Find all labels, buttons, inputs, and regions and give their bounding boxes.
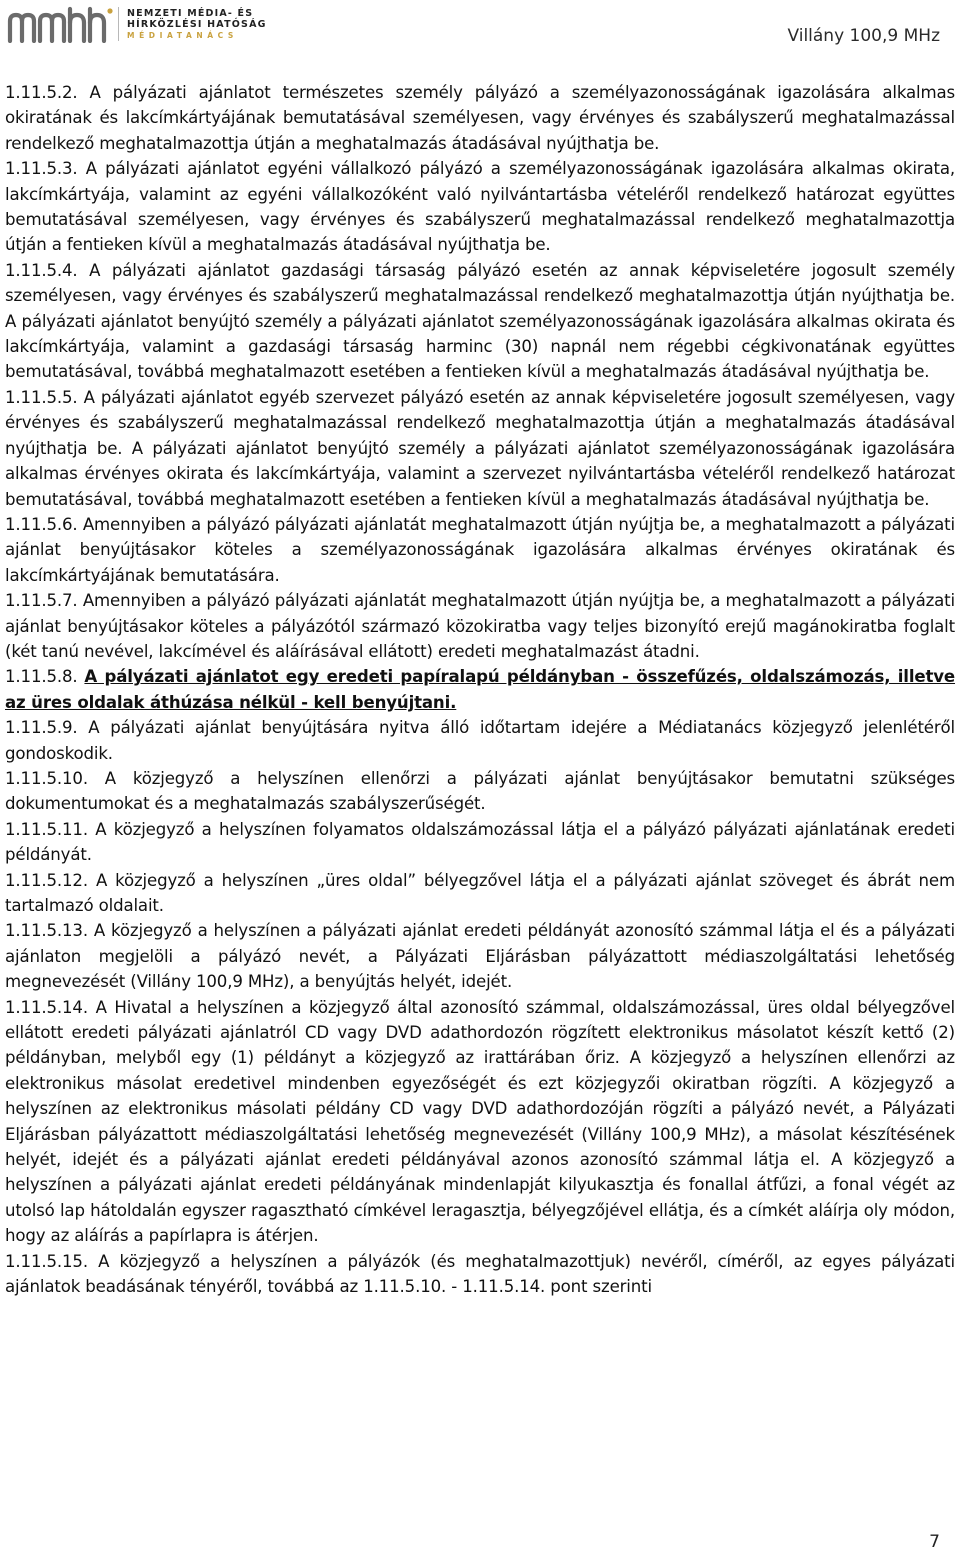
paragraph-text: A közjegyző a helyszínen folyamatos oldalszámozással látja el a pályázó pályázati ajánlatának eredeti példányát.: [5, 819, 955, 865]
paragraph-1-11-5-5: [5, 385, 955, 512]
page-header: [0, 0, 960, 50]
paragraph-1-11-5-9: [5, 715, 955, 766]
paragraph-text: Amennyiben a pályázó pályázati ajánlatát meghatalmazott útján nyújtja be, a meghatalmazott a pályázati ajánlat benyújtásakor köteles a személyazonosságának igazolására alkalmas érvényes okiratának és lakcímkártyájának bemutatására.: [5, 514, 956, 585]
document-body: [5, 80, 955, 1300]
paragraph-text: A pályázati ajánlatot egyéni vállalkozó pályázó a személyazonosságának igazolására alkalmas okirata, lakcímkártyája, valamint az egyéni vállalkozóként való nyilvántartásba vételéről rendelkező határozat együttes bemutatásával személyesen, vagy érvényes és szabályszerű meghatalmazással rendelkező meghatalmazottja útján a fentieken kívül a meghatalmazás átadásával nyújthatja be.: [5, 159, 955, 255]
paragraph-number: 1.11.5.6.: [5, 514, 78, 534]
paragraph-number: 1.11.5.14.: [5, 997, 88, 1017]
paragraph-1-11-5-15: [5, 1249, 955, 1300]
paragraph-number: 1.11.5.2.: [5, 83, 78, 102]
paragraph-1-11-5-7: [5, 588, 955, 664]
paragraph-number: 1.11.5.7.: [5, 591, 78, 611]
paragraph-text: A pályázati ajánlatot természetes személy pályázó a személyazonosságának igazolására alkalmas okiratának és lakcímkártyájának bemutatásával személyesen, vagy érvényes és szabályszerű meghatalmazással rendelkező meghatalmazottja útján a meghatalmazás átadásával nyújthatja be.: [5, 83, 955, 153]
paragraph-number: 1.11.5.11.: [5, 819, 88, 839]
paragraph-text: A pályázati ajánlat benyújtására nyitva álló időtartam idejére a Médiatanács közjegyző jelenlétéről gondoskodik.: [5, 718, 955, 763]
paragraph-number: 1.11.5.13.: [5, 921, 88, 941]
paragraph-number: 1.11.5.5.: [5, 387, 78, 407]
paragraph-1-11-5-12: [5, 868, 955, 919]
paragraph-number: 1.11.5.15.: [5, 1251, 88, 1271]
paragraph-text: A közjegyző a helyszínen a pályázati ajánlat eredeti példányát azonosító számmal látja el és a pályázati ajánlaton megjelöli a pályázó nevét, a Pályázati Eljárásban pályázattott médiaszolgáltatási lehetőség megnevezését (Villány 100,9 MHz), a benyújtás helyét, idejét.: [5, 921, 955, 992]
header-frequency: Villány 100,9 MHz: [787, 26, 940, 46]
paragraph-1-11-5-13: [5, 918, 955, 994]
paragraph-number: 1.11.5.4.: [5, 260, 78, 280]
paragraph-text: Amennyiben a pályázó pályázati ajánlatát meghatalmazott útján nyújtja be, a meghatalmazott a pályázati ajánlat benyújtásakor köteles a pályázótól származó közokiratba vagy teljes bizonyító erejű magánokiratba foglalt (két tanú nevével, lakcímével és aláírásával ellátott) eredeti meghatalmazást átadni.: [5, 591, 956, 661]
logo-text-line-2: HÍRKÖZLÉSI HATÓSÁG: [127, 18, 267, 30]
paragraph-number: 1.11.5.10.: [5, 768, 88, 788]
paragraph-text: A pályázati ajánlatot egyéb szervezet pályázó esetén az annak képviseletére jogosult személyesen, vagy érvényes és szabályszerű meghatalmazással rendelkező meghatalmazottja útján a meghatalmazás átadásával nyújthatja be. A pályázati ajánlatot benyújtó személy a pályázati ajánlatot személyazonosságának igazolására alkalmas érvényes okirata és lakcímkártyája, valamint a szervezet nyilvántartásba vételéről rendelkező határozat bemutatásával, továbbá meghatalmazott esetében a fentieken kívül a meghatalmazás átadásával nyújthatja be.: [5, 387, 956, 509]
logo-text-line-3: MÉDIATANÁCS: [127, 30, 238, 40]
paragraph-text: A pályázati ajánlatot egy eredeti papíralapú példányban - összefűzés, oldalszámozás, illetve az üres oldalak áthúzása nélkül - kell benyújtani.: [5, 667, 956, 712]
paragraph-1-11-5-4: [5, 258, 955, 385]
paragraph-text: A közjegyző a helyszínen ellenőrzi a pályázati ajánlat benyújtásakor bemutatni szükséges dokumentumokat és a meghatalmazás szabályszerűségét.: [5, 768, 956, 814]
paragraph-1-11-5-10: [5, 766, 955, 817]
paragraph-text: A közjegyző a helyszínen „üres oldal” bélyegzővel látja el a pályázati ajánlat szöveget és ábrát nem tartalmazó oldalait.: [5, 870, 955, 915]
paragraph-1-11-5-6: [5, 512, 955, 588]
page-number: 7: [929, 1532, 940, 1552]
nmhh-logo-mark: [6, 5, 114, 43]
paragraph-1-11-5-11: [5, 817, 955, 868]
paragraph-number: 1.11.5.8.: [5, 667, 78, 687]
paragraph-1-11-5-2: [5, 80, 955, 156]
paragraph-1-11-5-8: [5, 664, 955, 715]
paragraph-1-11-5-14: [5, 995, 955, 1249]
nmhh-logo: [6, 4, 267, 44]
logo-text: [127, 8, 267, 41]
logo-divider: [118, 7, 119, 41]
paragraph-text: A Hivatal a helyszínen a közjegyző által azonosító számmal, oldalszámozással, üres oldal bélyegzővel ellátott eredeti pályázati ajánlatról CD vagy DVD adathordozón rögzített elektronikus másolatot készít kettő (2) példányban, melyből egy (1) példányt a közjegyző az irattárában őriz. A közjegyző a helyszínen ellenőrzi az elektronikus másolat eredetivel mindenben egyezőségét és ezt közjegyzői okiratban rögzíti. A közjegyző a helyszínen az elektronikus másolati példány CD vagy DVD adathordozóján rögzíti a pályázó nevét, a Pályázati Eljárásban pályázattott médiaszolgáltatási lehetőség megnevezését (Villány 100,9 MHz), a másolat készítésének helyét, idejét és a pályázati ajánlat eredeti példányával azonos azonosító számmal látja el. A közjegyző a helyszínen a pályázati ajánlat eredeti példányának mindenlapját kilyukasztja és fonallal átfűzi, a fonal végét az utolsó lap hátoldalán egyszer ragasztható címkével leragasztja, bélyegzőjével ellátja, és a címkét aláírja oly módon, hogy az aláírás a papírlapra is átérjen.: [5, 997, 956, 1246]
logo-text-line-1: NEMZETI MÉDIA- ÉS: [127, 7, 254, 19]
paragraph-text: A közjegyző a helyszínen a pályázók (és meghatalmazottjuk) nevéről, címéről, az egyes pályázati ajánlatok beadásának tényéről, továbbá az 1.11.5.10. - 1.11.5.14. pont szerinti: [5, 1251, 955, 1297]
paragraph-number: 1.11.5.12.: [5, 870, 88, 890]
paragraph-number: 1.11.5.9.: [5, 718, 78, 738]
paragraph-1-11-5-3: [5, 156, 955, 258]
paragraph-number: 1.11.5.3.: [5, 159, 78, 179]
paragraph-text: A pályázati ajánlatot gazdasági társaság pályázó esetén az annak képviseletére jogosult személy személyesen, vagy érvényes és szabályszerű meghatalmazással rendelkező meghatalmazottja útján nyújthatja be. A pályázati ajánlatot benyújtó személy a pályázati ajánlatot személyazonosságának igazolására alkalmas okirata és lakcímkártyája, valamint a gazdasági társaság harminc (30) napnál nem régebbi cégkivonatának együttes bemutatásával, továbbá meghatalmazott esetében a fentieken kívül a meghatalmazás átadásával nyújthatja be.: [5, 260, 956, 382]
